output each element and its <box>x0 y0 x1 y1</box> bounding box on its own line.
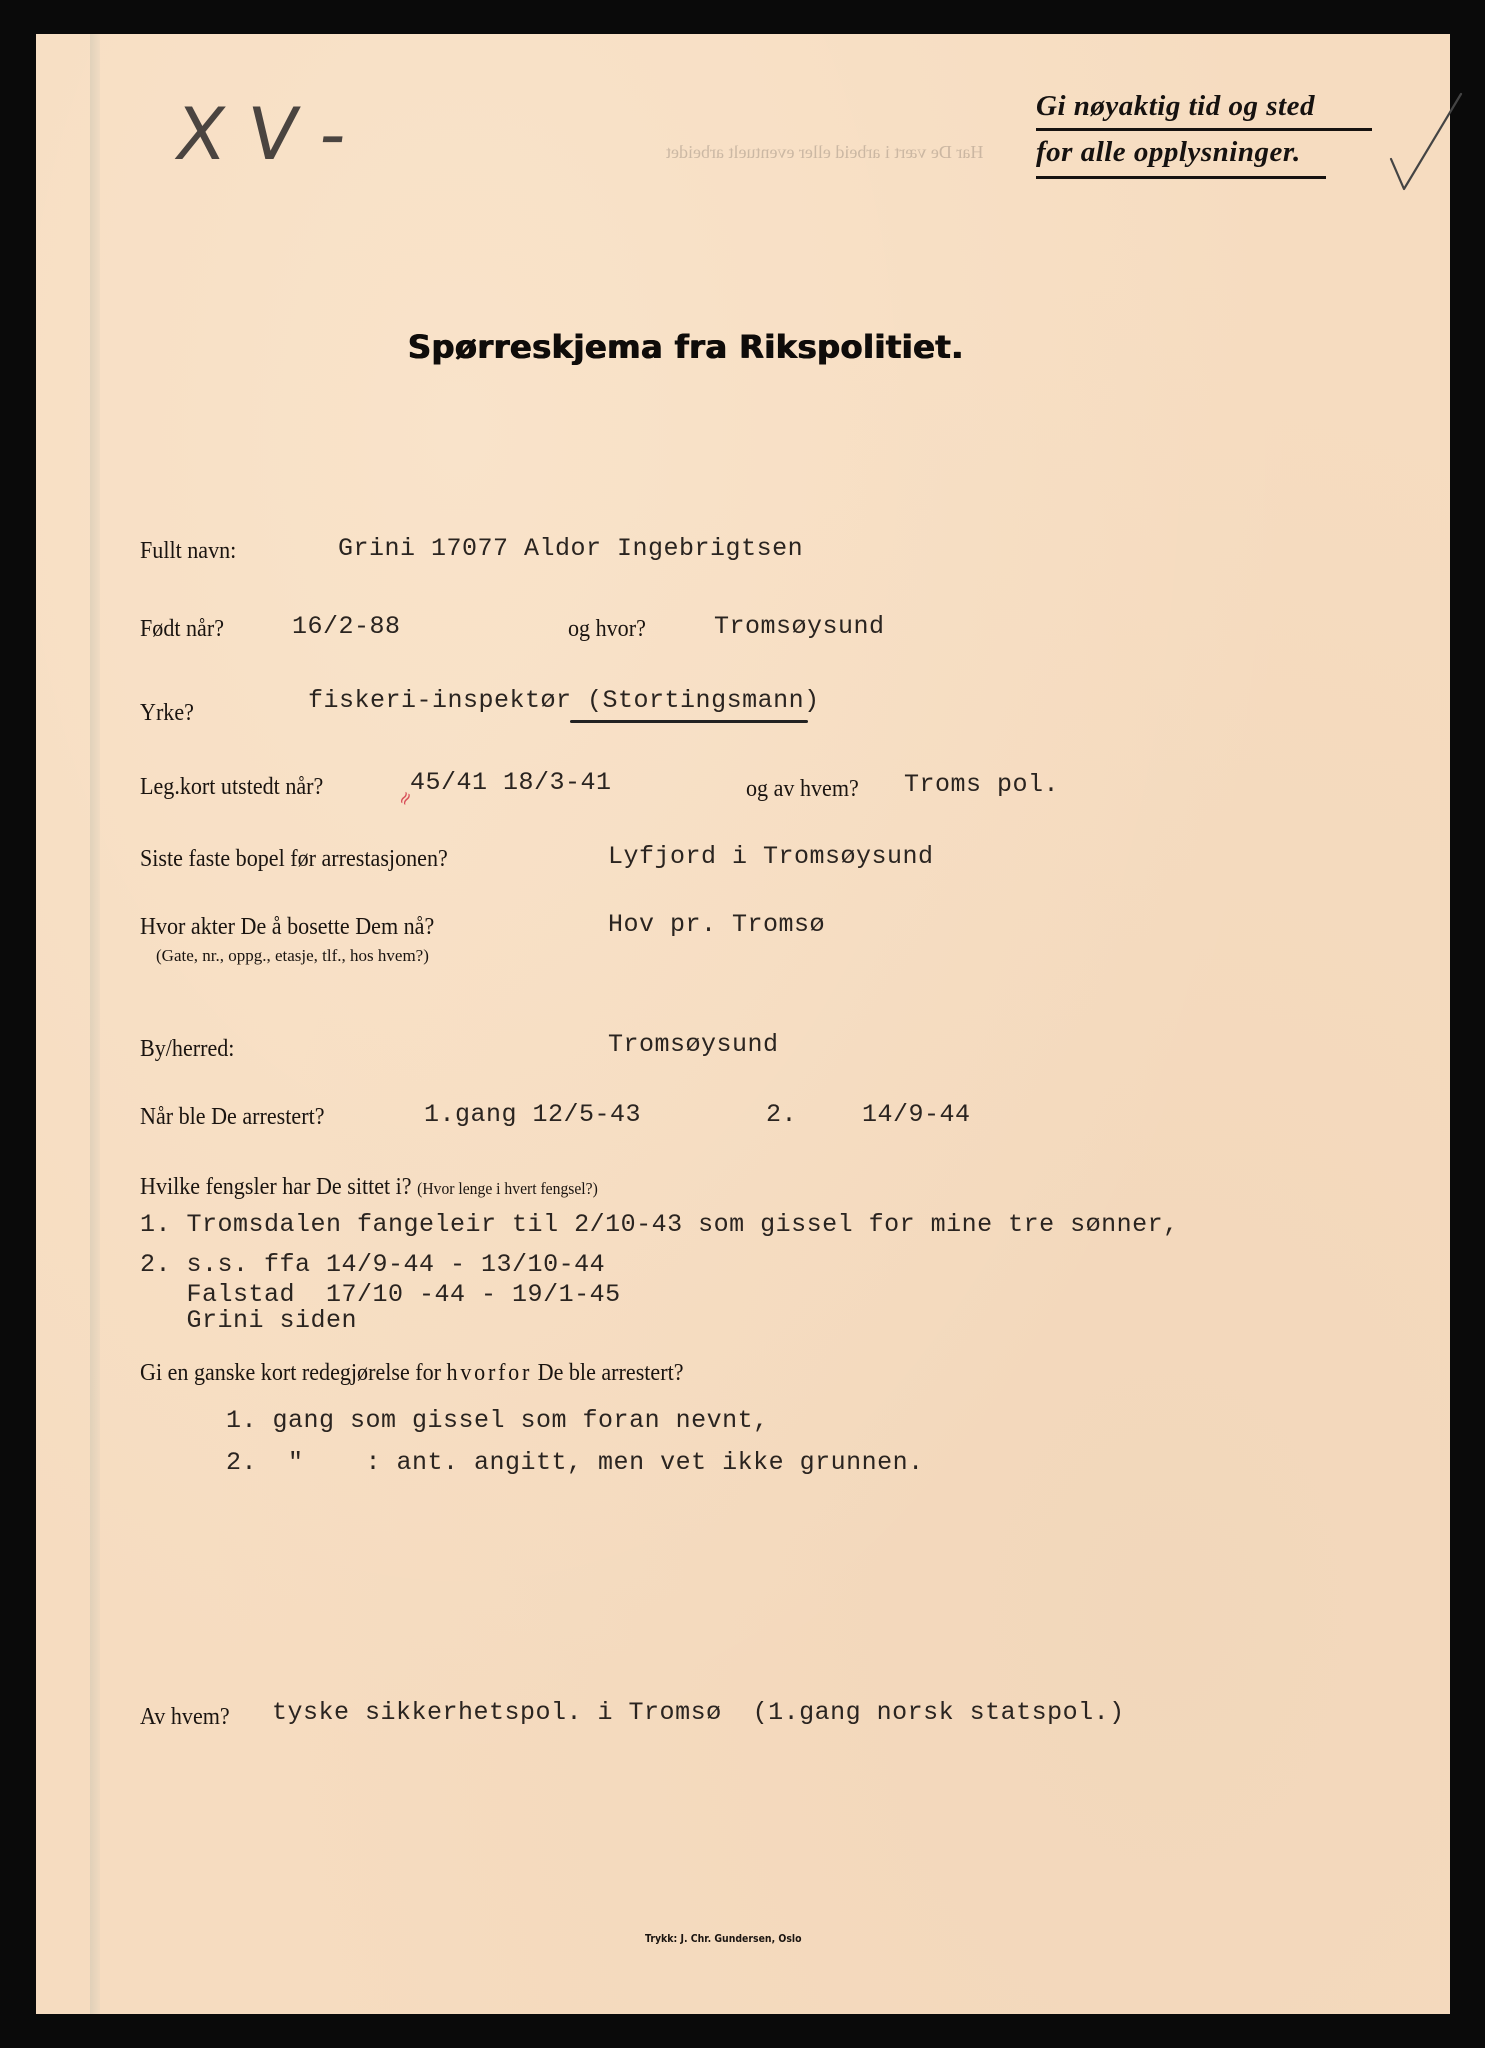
printer-credit: Trykk: J. Chr. Gundersen, Oslo <box>645 1932 802 1945</box>
occupation-underline <box>570 720 808 723</box>
intended-residence-value: Hov pr. Tromsø <box>608 910 826 939</box>
paper-binding-edge <box>90 34 100 2014</box>
full-name-label: Fullt navn: <box>140 538 237 564</box>
intended-residence-label: Hvor akter De å bosette Dem nå? <box>140 914 435 940</box>
arrested-when-label: Når ble De arrestert? <box>140 1104 325 1130</box>
born-when-value: 16/2-88 <box>292 612 401 641</box>
municipality-label: By/herred: <box>140 1036 235 1062</box>
born-where-label: og hvor? <box>568 616 646 642</box>
prisons-label <box>140 1174 598 1201</box>
arrested-when-first: 1.gang 12/5-43 <box>424 1100 642 1129</box>
reason-label-suffix: De ble arrestert? <box>537 1360 684 1386</box>
born-where-value: Tromsøysund <box>714 612 885 641</box>
reason-label-prefix: Gi en ganske kort redegjørelse for <box>140 1360 442 1386</box>
prisons-line-2: 2. s.s. ffa 14/9-44 - 13/10-44 <box>140 1250 606 1279</box>
prisons-line-3: Falstad 17/10 -44 - 19/1-45 <box>140 1280 621 1309</box>
id-issued-when-label: Leg.kort utstedt når? <box>140 774 324 800</box>
document-page <box>36 34 1450 2014</box>
arrested-by-value: tyske sikkerhetspol. i Tromsø (1.gang norsk statspol.) <box>272 1698 1125 1727</box>
prisons-line-1: 1. Tromsdalen fangeleir til 2/10-43 som gissel for mine tre sønner, <box>140 1210 1179 1239</box>
arrested-when-second: 14/9-44 <box>862 1100 971 1129</box>
occupation-value-suffix: ) <box>804 686 820 715</box>
notice-underline-1 <box>1036 128 1372 131</box>
notice-line-1: Gi nøyaktig tid og sted <box>1036 90 1315 122</box>
occupation-value-underlined: Stortingsmann <box>602 686 805 715</box>
intended-residence-sublabel: (Gate, nr., oppg., etasje, tlf., hos hvem?) <box>156 946 429 965</box>
form-title: Spørreskjema fra Rikspolitiet. <box>408 328 964 366</box>
born-when-label: Født når? <box>140 616 225 642</box>
pink-annotation-mark: ≈ <box>392 786 419 811</box>
prisons-line-4: Grini siden <box>140 1306 358 1335</box>
arrested-when-second-num: 2. <box>766 1100 798 1129</box>
municipality-value: Tromsøysund <box>608 1030 779 1059</box>
last-residence-label: Siste faste bopel før arrestasjonen? <box>140 846 448 872</box>
occupation-value <box>308 686 820 715</box>
prisons-label-main: Hvilke fengsler har De sittet i? <box>140 1174 412 1200</box>
id-issued-when-value: 45/41 18/3-41 <box>410 768 612 797</box>
notice-line-2: for alle opplysninger. <box>1036 136 1301 168</box>
occupation-value-main: fiskeri-inspektør ( <box>308 686 603 715</box>
reason-line-2: 2. " : ant. angitt, men vet ikke grunnen. <box>226 1448 924 1477</box>
reason-label-emphasis: hvorfor <box>446 1360 533 1386</box>
arrested-by-label: Av hvem? <box>140 1704 230 1730</box>
id-issued-by-value: Troms pol. <box>904 770 1060 799</box>
ghost-bleedthrough-text: Har De vært i arbeid eller eventuelt arbeidet <box>666 142 984 162</box>
handwritten-xv-mark: X V - <box>170 92 353 176</box>
checkmark-icon <box>1386 89 1466 199</box>
reason-line-1: 1. gang som gissel som foran nevnt, <box>226 1406 769 1435</box>
id-issued-by-label: og av hvem? <box>746 776 859 802</box>
reason-label <box>140 1360 684 1387</box>
occupation-label: Yrke? <box>140 700 194 726</box>
prisons-sublabel: (Hvor lenge i hvert fengsel?) <box>417 1179 598 1198</box>
notice-underline-2 <box>1036 176 1326 179</box>
last-residence-value: Lyfjord i Tromsøysund <box>608 842 934 871</box>
full-name-value: Grini 17077 Aldor Ingebrigtsen <box>338 534 804 563</box>
